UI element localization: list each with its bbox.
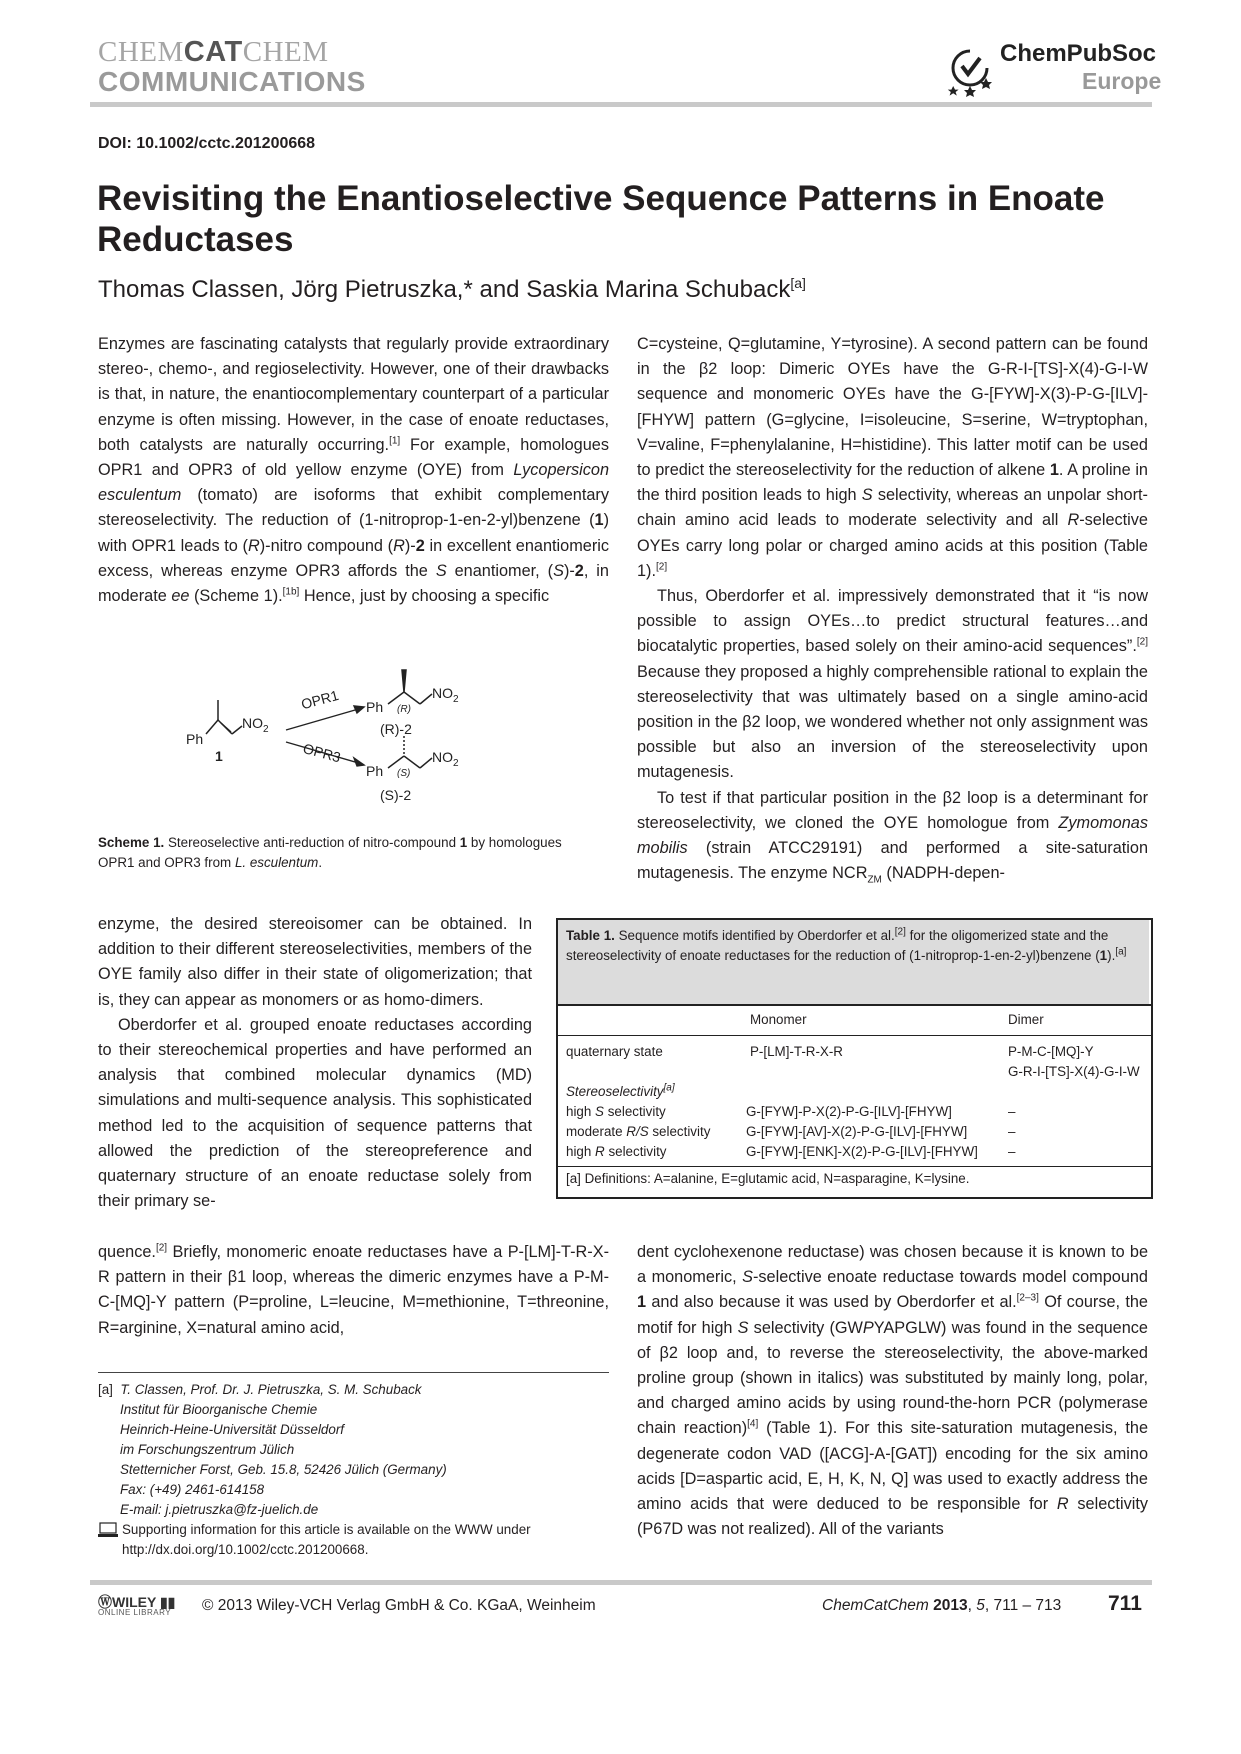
product-label-r: (R)-2 [380,721,412,737]
author-list [98,276,806,304]
reaction-scheme [186,660,550,820]
journal-name-part: CAT [183,36,243,68]
paragraph: Enzymes are fascinating catalysts that regularly provide extraordinary stereo-, chemo-, and regioselectivity. However, one of their drawbacks is that, in nature, the enantiocomplementary counterpart of a particular enzyme is often missing. However, in the case of enoate reductases, both catalysts are naturally occurring.[1] For example, homologues OPR1 and OPR3 of old yellow enzyme (OYE) from Lycopersicon esculentum (tomato) are isoforms that exhibit complementary stereoselectivity. The reduction of (1-nitroprop-1-en-2-yl)benzene (1) with OPR1 leads to (R)-nitro compound (R)-2 in excellent enantiomeric excess, whereas enzyme OPR3 affords the S enantiomer, (S)-2, in moderate ee (Scheme 1).[1b] Hence, just by choosing a specific [98,335,609,606]
journal-name [98,36,329,69]
row-label: high S selectivity [566,1104,666,1119]
computer-icon [98,1522,118,1538]
paragraph: C=cysteine, Q=glutamine, Y=tyrosine). A second pattern can be found in the β2 loop: Dimeric OYEs have the G-R-I-[TS]-X(4)-G-I-W sequence and monomeric OYEs have the G-[FYW]-X(3)-P-G-[ILV]-[FHYW] pattern (G=glycine, I=isoleucine, S=serine, W=tryptophan, V=valine, F=phenylalanine, H=histidine). This latter motif can be used to predict the stereoselectivity for the reduction of alkene 1. A proline in the third position leads to high S selectivity, whereas an unpolar short-chain amino acid leads to moderate selectivity and all R-selective OYEs carry long polar or charged amino acids at this position (Table 1).[2] [637,335,1148,580]
footer-rule [90,1580,1152,1585]
journal-name-part: CHEM [98,36,184,68]
table-cell: – [1008,1124,1016,1139]
table-cell: G-R-I-[TS]-X(4)-G-I-W [1008,1064,1140,1079]
arrow-head [354,758,364,766]
body-column-left-top [98,332,609,609]
column-header-dimer: Dimer [1008,1012,1044,1027]
svg-text:NO2: $NO_2$ [432,685,459,705]
svg-text:Ph: Ph [366,699,384,715]
paragraph: Oberdorfer et al. grouped enoate reductases according to their stereochemical properties and have performed an analysis that combined molecular dynamics (MD) simulations and multi-sequence analysis. This sophisticated method led to the acquisition of sequence patterns that allowed the prediction of the stereopreference and quaternary structure of an enoate reductase solely from their primary se- [98,1015,532,1211]
paragraph: Thus, Oberdorfer et al. impressively demonstrated that it “is now possible to assign OYEs…to predict structural features…and biocatalytic properties, based solely on their amino-acid sequences”.[2] Because they proposed a highly comprehensible rational to explain the stereoselectivity that was ultimately based on a single amino-acid position in the β2 loop, we wondered whether not only assignment was possible but also an inversion of the stereoselectivity upon mutagenesis. [637,587,1148,782]
svg-text:NO2: $NO_2$ [432,749,459,769]
row-label: quaternary state [566,1044,663,1059]
journal-name-part: CHEM [242,36,329,68]
supporting-info-note [98,1520,609,1560]
product-r-structure [388,670,432,704]
doi: DOI: 10.1002/cctc.201200668 [98,135,316,152]
affiliation-footnote [98,1380,609,1520]
body-column-left-bottom [98,1240,609,1341]
stereo-descriptor: (R) [397,704,411,715]
table-rule [556,1166,1151,1167]
body-column-left-middle [98,912,532,1214]
row-label: high R selectivity [566,1144,667,1159]
affiliation-line: Heinrich-Heine-Universität Düsseldorf [120,1422,344,1437]
product-label-s: (S)-2 [380,787,412,803]
no2-label: $NO_2$ [242,715,269,735]
affiliation-names-line: [a] T. Classen, Prof. Dr. J. Pietruszka, S. M. Schuback [98,1382,422,1397]
si-text: Supporting information for this article is available on the WWW under [122,1522,531,1537]
publisher-name: ChemPubSoc [1000,40,1157,67]
product-s-structure [388,734,432,768]
publisher-region: Europe [1082,68,1162,94]
arrow-opr1 [286,708,362,730]
author-names: Thomas Classen, Jörg Pietruszka,* and Saskia Marina Schuback [98,276,791,303]
section-label: COMMUNICATIONS [98,66,366,97]
paragraph: quence.[2] Briefly, monomeric enoate reductases have a P-[LM]-T-R-X-R pattern in their β1 loop, whereas the dimeric enzymes have a P-M-C-[MQ]-Y pattern (P=proline, L=leucine, M=methionine, T=threonine, R=arginine, X=natural amino acid, [98,1242,609,1337]
arrow-head [354,706,364,713]
table-cell: – [1008,1144,1016,1159]
table-cell: P-[LM]-T-R-X-R [750,1044,843,1059]
wiley-logo: ⓌWILEY ▮▮ [98,1594,176,1610]
si-link[interactable]: http://dx.doi.org/10.1002/cctc.201200668. [122,1542,369,1557]
affiliation-line: Institut für Bioorganische Chemie [120,1402,318,1417]
affiliation-line: im Forschungszentrum Jülich [120,1442,295,1457]
table-cell: G-[FYW]-[ENK]-X(2)-P-G-[ILV]-[FHYW] [746,1144,978,1159]
svg-text:Ph: Ph [366,763,384,779]
row-group-heading: Stereoselectivity[a] [566,1082,675,1099]
page-number: 711 [1108,1592,1142,1615]
footnote-rule [98,1372,609,1373]
email-link[interactable]: E-mail: j.pietruszka@fz-juelich.de [120,1502,319,1517]
stereo-descriptor: (S) [397,768,411,779]
table-footnote: [a] Definitions: A=alanine, E=glutamic acid, N=asparagine, K=lysine. [566,1171,970,1186]
affiliation-line: Fax: (+49) 2461-614158 [120,1482,265,1497]
scheme-caption: Scheme 1. Stereoselective anti-reduction of nitro-compound 1 by homologues OPR1 and OPR3 from L. esculentum. [98,835,562,870]
article-title: Revisiting the Enantioselective Sequence Patterns in Enoate Reductases [97,179,1105,259]
enzyme-label-opr3: OPR3 [301,740,343,766]
paragraph: enzyme, the desired stereoisomer can be obtained. In addition to their different stereoselectivities, members of the OYE family also differ in their state of oligomerization; that is, they can appear as monomers or as homo-dimers. [98,915,532,1009]
row-label: moderate R/S selectivity [566,1124,711,1139]
affiliation-line: Stetternicher Forst, Geb. 15.8, 52426 Jülich (Germany) [120,1462,447,1477]
table-cell: G-[FYW]-P-X(2)-P-G-[ILV]-[FHYW] [746,1104,952,1119]
table-rule [556,1004,1151,1006]
substrate-structure [206,700,242,734]
citation: ChemCatChem 2013, 5, 711 – 713 [822,1597,1062,1614]
table-cell: P-M-C-[MQ]-Y [1008,1044,1094,1059]
paragraph: To test if that particular position in the β2 loop is a determinant for stereoselectivity, we cloned the OYE homologue from Zymomonas mobilis (strain ATCC29191) and performed a site-saturation mutagenesis. The enzyme $NCR_{ZM}$ (NADPH-depen- [637,788,1148,886]
affiliation-marker: [a] [790,275,806,291]
ph-label: Ph [186,731,204,747]
body-column-right-bottom [637,1240,1148,1542]
header-rule [90,102,1152,107]
table-rule [556,1035,1151,1036]
column-header-monomer: Monomer [750,1012,807,1027]
paragraph: dent cyclohexenone reductase) was chosen because it is known to be a monomeric, S-selective enoate reductase towards model compound 1 and also because it was used by Oberdorfer et al.[2–3] Of course, the motif for high S selectivity (GWPYAPGLW) was found in the sequence of β2 loop and, to reverse the stereoselectivity, the above-marked proline group (shown in italics) was substituted by mainly long, polar, and charged amino acids by using round-the-horn PCR (polymerase chain reaction)[4] (Table 1). For this site-saturation mutagenesis, the degenerate codon VAD ([ACG]-A-[GAT]) encoding for the six amino acids [D=aspartic acid, E, H, K, N, Q] was used to exactly address the amino acids that were deduced to be responsible for R selectivity (P67D was not realized). All of the variants [637,1243,1148,1539]
table-caption: Table 1. Sequence motifs identified by Oberdorfer et al.[2] for the oligomerized state and the stereoselectivity of enoate reductases for the reduction of (1-nitroprop-1-en-2-yl)benzene (1).[a] [566,926,1127,963]
copyright: © 2013 Wiley-VCH Verlag GmbH & Co. KGaA, Weinheim [202,1597,596,1614]
enzyme-label-opr1: OPR1 [299,686,341,713]
wiley-logo-subtitle: ONLINE LIBRARY [98,1608,172,1617]
compound-label: 1 [215,748,223,764]
table-cell: G-[FYW]-[AV]-X(2)-P-G-[ILV]-[FHYW] [746,1124,968,1139]
body-column-right-top [637,332,1148,886]
table-cell: – [1008,1104,1016,1119]
